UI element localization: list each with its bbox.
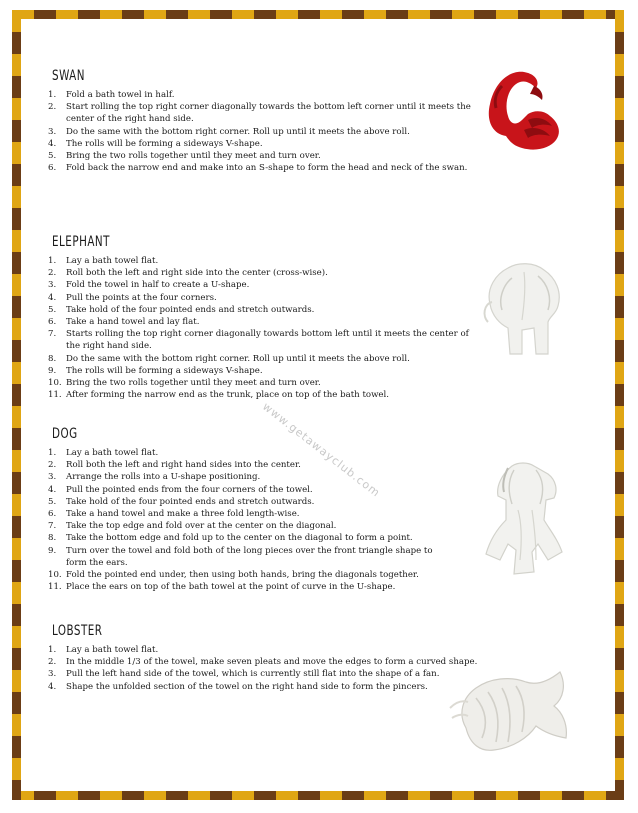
step-item	[48, 644, 488, 656]
step-list	[48, 644, 488, 693]
step-number: 1.	[48, 90, 57, 100]
step-item	[48, 353, 478, 365]
step-item	[48, 447, 433, 459]
step-number: 3.	[48, 472, 57, 483]
step-text: Arrange the rolls into a U-shape positioning.	[66, 472, 261, 483]
step-number: 3.	[48, 669, 57, 680]
step-number: 2.	[48, 657, 57, 668]
step-number: 11.	[48, 582, 62, 593]
step-item	[48, 581, 433, 593]
step-item	[48, 126, 478, 138]
step-text: Take a hand towel and lay flat.	[66, 317, 200, 328]
section-title: SWAN	[52, 66, 85, 84]
dog-section	[48, 424, 433, 593]
step-list	[48, 89, 478, 174]
step-text: The rolls will be forming a sideways V-shape.	[66, 365, 263, 376]
step-text: Do the same with the bottom right corner. Roll up until it meets the above roll.	[66, 126, 410, 137]
section-title: LOBSTER	[52, 621, 103, 639]
step-item	[48, 532, 433, 544]
step-item	[48, 459, 433, 471]
border-left	[12, 10, 21, 800]
step-text: Lay a bath towel flat.	[66, 448, 159, 458]
step-number: 10.	[48, 378, 62, 389]
step-number: 11.	[48, 390, 62, 401]
step-text: Lay a bath towel flat.	[66, 645, 159, 655]
step-text: Lay a bath towel flat.	[66, 256, 159, 266]
step-text: Place the ears on top of the bath towel at the point of curve in the U-shape.	[66, 582, 396, 593]
step-item	[48, 328, 478, 352]
step-number: 3.	[48, 126, 57, 137]
step-number: 5.	[48, 496, 57, 507]
lobster-towel-image	[446, 658, 576, 760]
step-text: Take the top edge and fold over at the center on the diagonal.	[66, 521, 337, 532]
step-item	[48, 279, 478, 291]
step-text: Starts rolling the top right corner diagonally towards bottom left until it meets the center of the right hand side.	[66, 329, 469, 352]
step-text: Take the bottom edge and fold up to the center on the diagonal to form a point.	[66, 533, 413, 544]
step-text: Roll both the left and right hand sides into the center.	[66, 460, 301, 471]
step-number: 2.	[48, 460, 57, 471]
step-item	[48, 508, 433, 520]
step-text: Fold back the narrow end and make into an S-shape to form the head and neck of the swan.	[66, 163, 468, 174]
step-number: 10.	[48, 570, 62, 581]
step-text: Do the same with the bottom right corner. Roll up until it meets the above roll.	[66, 353, 410, 364]
step-text: Shape the unfolded section of the towel on the right hand side to form the pincers.	[66, 681, 428, 692]
section-title: ELEPHANT	[52, 232, 110, 250]
step-text: Start rolling the top right corner diagonally towards the bottom left corner until it meets the center of the right hand side.	[66, 102, 471, 125]
step-item	[48, 389, 478, 401]
step-item	[48, 292, 478, 304]
step-text: In the middle 1/3 of the towel, make seven pleats and move the edges to form a curved shape.	[66, 657, 478, 668]
step-list	[48, 447, 433, 593]
step-item	[48, 316, 478, 328]
elephant-towel-image	[478, 258, 570, 362]
step-item	[48, 681, 488, 693]
step-text: Fold the pointed end under, then using both hands, bring the diagonals together.	[66, 570, 419, 581]
dog-towel-image	[478, 460, 582, 580]
step-item	[48, 138, 478, 150]
watermark: www.getawayclub.com	[259, 400, 383, 500]
step-item	[48, 668, 488, 680]
step-item	[48, 89, 478, 101]
step-text: Roll both the left and right side into the center (cross-wise).	[66, 268, 328, 279]
step-text: Take a hand towel and make a three fold length-wise.	[66, 509, 300, 520]
step-number: 7.	[48, 329, 57, 340]
lobster-section	[48, 621, 488, 693]
step-item	[48, 101, 478, 125]
step-number: 5.	[48, 304, 57, 315]
step-item	[48, 656, 488, 668]
step-number: 5.	[48, 151, 57, 162]
step-number: 2.	[48, 102, 57, 113]
step-text: Fold a bath towel in half.	[66, 90, 175, 100]
step-number: 6.	[48, 509, 57, 520]
step-text: Fold the towel in half to create a U-shape.	[66, 280, 250, 291]
step-text: Pull the left hand side of the towel, which is currently still flat into the shape of a fan.	[66, 669, 440, 680]
section-title: DOG	[52, 424, 78, 442]
step-item	[48, 471, 433, 483]
border-bottom	[12, 791, 624, 800]
swan-towel-image	[484, 64, 564, 156]
step-item	[48, 255, 478, 267]
step-text: Pull the pointed ends from the four corners of the towel.	[66, 484, 313, 495]
step-number: 7.	[48, 521, 57, 532]
step-text: Turn over the towel and fold both of the long pieces over the front triangle shape to form the ears.	[66, 545, 433, 568]
step-number: 9.	[48, 365, 57, 376]
step-item	[48, 365, 478, 377]
step-item	[48, 520, 433, 532]
step-text: The rolls will be forming a sideways V-shape.	[66, 138, 263, 149]
step-item	[48, 545, 433, 569]
step-text: Take hold of the four pointed ends and stretch outwards.	[66, 304, 315, 315]
step-text: Take hold of the four pointed ends and stretch outwards.	[66, 496, 315, 507]
step-number: 8.	[48, 353, 57, 364]
step-number: 1.	[48, 645, 57, 655]
step-number: 6.	[48, 163, 57, 174]
step-item	[48, 267, 478, 279]
border-top	[12, 10, 624, 19]
step-number: 6.	[48, 317, 57, 328]
step-text: Pull the points at the four corners.	[66, 292, 217, 303]
step-number: 4.	[48, 681, 57, 692]
step-number: 4.	[48, 484, 57, 495]
border-right	[615, 10, 624, 800]
step-item	[48, 569, 433, 581]
step-item	[48, 162, 478, 174]
swan-section	[48, 66, 478, 174]
step-item	[48, 377, 478, 389]
step-number: 1.	[48, 448, 57, 458]
elephant-section	[48, 232, 478, 401]
step-text: After forming the narrow end as the trunk, place on top of the bath towel.	[66, 390, 389, 401]
step-number: 8.	[48, 533, 57, 544]
step-text: Bring the two rolls together until they meet and turn over.	[66, 378, 321, 389]
step-item	[48, 150, 478, 162]
step-number: 2.	[48, 268, 57, 279]
step-item	[48, 304, 478, 316]
step-text: Bring the two rolls together until they meet and turn over.	[66, 151, 321, 162]
step-number: 9.	[48, 545, 57, 556]
step-number: 4.	[48, 292, 57, 303]
step-number: 1.	[48, 256, 57, 266]
step-number: 4.	[48, 138, 57, 149]
step-number: 3.	[48, 280, 57, 291]
step-list	[48, 255, 478, 401]
